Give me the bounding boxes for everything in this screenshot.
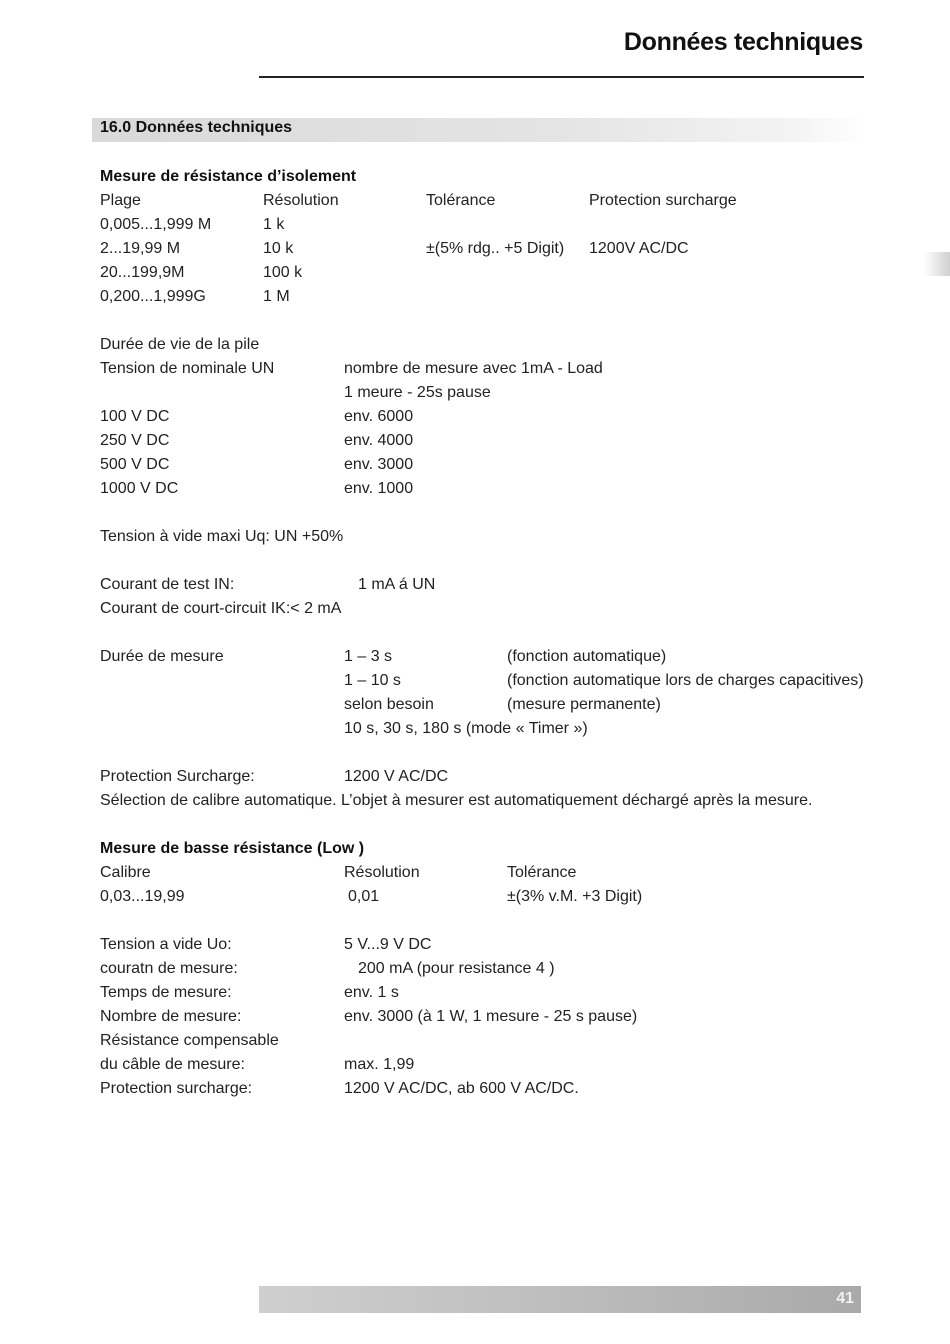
insulation-row-3-range: 20...199,9M xyxy=(100,264,185,281)
duration-row-3-note: (mesure permanente) xyxy=(507,696,661,713)
auto-range-text: Sélection de calibre automatique. L’objet à mesurer est automatiquement déchargé après la mesure. xyxy=(100,792,813,809)
insulation-row-2-resolution: 10 k xyxy=(263,240,294,257)
low-res-row-tolerance: ±(3% v.M. +3 Digit) xyxy=(507,888,643,905)
low-res-spec-4-value: env. 3000 (à 1 W, 1 mesure - 25 s pause) xyxy=(344,1008,638,1025)
low-res-col-range: Calibre xyxy=(100,864,151,881)
insulation-heading: Mesure de résistance d’isolement xyxy=(100,168,357,185)
low-res-spec-6-value: max. 1,99 xyxy=(344,1056,415,1073)
low-res-spec-2-value: 200 mA (pour resistance 4 ) xyxy=(358,960,555,977)
page-number: 41 xyxy=(836,1290,854,1307)
low-res-col-tolerance: Tolérance xyxy=(507,864,577,881)
insulation-row-1-range: 0,005...1,999 M xyxy=(100,216,212,233)
insulation-row-2-tolerance: ±(5% rdg.. +5 Digit) xyxy=(426,240,565,257)
low-res-heading: Mesure de basse résistance (Low ) xyxy=(100,840,365,857)
insulation-row-1-resolution: 1 k xyxy=(263,216,285,233)
battery-col-left: Tension de nominale UN xyxy=(100,360,275,377)
duration-timer: 10 s, 30 s, 180 s (mode « Timer ») xyxy=(344,720,588,737)
battery-row-1-voltage: 100 V DC xyxy=(100,408,170,425)
low-res-spec-6-label: du câble de mesure: xyxy=(100,1056,245,1073)
low-res-col-resolution: Résolution xyxy=(344,864,420,881)
duration-row-3-value: selon besoin xyxy=(344,696,434,713)
insulation-col-tolerance: Tolérance xyxy=(426,192,496,209)
header-rule xyxy=(259,76,864,78)
protection-label: Protection Surcharge: xyxy=(100,768,255,785)
battery-row-4-count: env. 1000 xyxy=(344,480,414,497)
battery-row-3-voltage: 500 V DC xyxy=(100,456,170,473)
duration-row-2-value: 1 – 10 s xyxy=(344,672,401,689)
insulation-row-4-resolution: 1 M xyxy=(263,288,290,305)
battery-title: Durée de vie de la pile xyxy=(100,336,260,353)
low-res-spec-7-value: 1200 V AC/DC, ab 600 V AC/DC. xyxy=(344,1080,579,1097)
battery-col-right-2: 1 meure - 25s pause xyxy=(344,384,491,401)
low-res-spec-5-label: Résistance compensable xyxy=(100,1032,279,1049)
low-res-spec-1-value: 5 V...9 V DC xyxy=(344,936,432,953)
low-res-row-range: 0,03...19,99 xyxy=(100,888,185,905)
insulation-row-2-protection: 1200V AC/DC xyxy=(589,240,689,257)
short-circuit-text: Courant de court-circuit IK:< 2 mA xyxy=(100,600,342,617)
insulation-row-2-range: 2...19,99 M xyxy=(100,240,181,257)
side-tab-mark xyxy=(924,252,950,276)
battery-row-3-count: env. 3000 xyxy=(344,456,414,473)
test-current-value: 1 mA á UN xyxy=(358,576,436,593)
low-res-spec-1-label: Tension a vide Uo: xyxy=(100,936,232,953)
page-header-title: Données techniques xyxy=(623,28,863,56)
duration-row-1-value: 1 – 3 s xyxy=(344,648,393,665)
duration-row-2-note: (fonction automatique lors de charges capacitives) xyxy=(507,672,864,689)
footer-bar xyxy=(259,1286,861,1313)
low-res-spec-7-label: Protection surcharge: xyxy=(100,1080,253,1097)
low-res-row-resolution: 0,01 xyxy=(348,888,380,905)
protection-value: 1200 V AC/DC xyxy=(344,768,449,785)
battery-row-2-voltage: 250 V DC xyxy=(100,432,170,449)
duration-label: Durée de mesure xyxy=(100,648,224,665)
section-title: 16.0 Données techniques xyxy=(100,119,293,136)
battery-row-4-voltage: 1000 V DC xyxy=(100,480,179,497)
insulation-col-range: Plage xyxy=(100,192,141,209)
test-current-label: Courant de test IN: xyxy=(100,576,235,593)
open-voltage-text: Tension à vide maxi Uq: UN +50% xyxy=(100,528,344,545)
low-res-spec-2-label: couratn de mesure: xyxy=(100,960,238,977)
insulation-col-resolution: Résolution xyxy=(263,192,339,209)
low-res-spec-3-value: env. 1 s xyxy=(344,984,399,1001)
battery-col-right-1: nombre de mesure avec 1mA - Load xyxy=(344,360,603,377)
insulation-row-3-resolution: 100 k xyxy=(263,264,303,281)
battery-row-2-count: env. 4000 xyxy=(344,432,414,449)
duration-row-1-note: (fonction automatique) xyxy=(507,648,667,665)
insulation-row-4-range: 0,200...1,999G xyxy=(100,288,206,305)
low-res-spec-4-label: Nombre de mesure: xyxy=(100,1008,242,1025)
battery-row-1-count: env. 6000 xyxy=(344,408,414,425)
low-res-spec-3-label: Temps de mesure: xyxy=(100,984,232,1001)
insulation-col-protection: Protection surcharge xyxy=(589,192,737,209)
